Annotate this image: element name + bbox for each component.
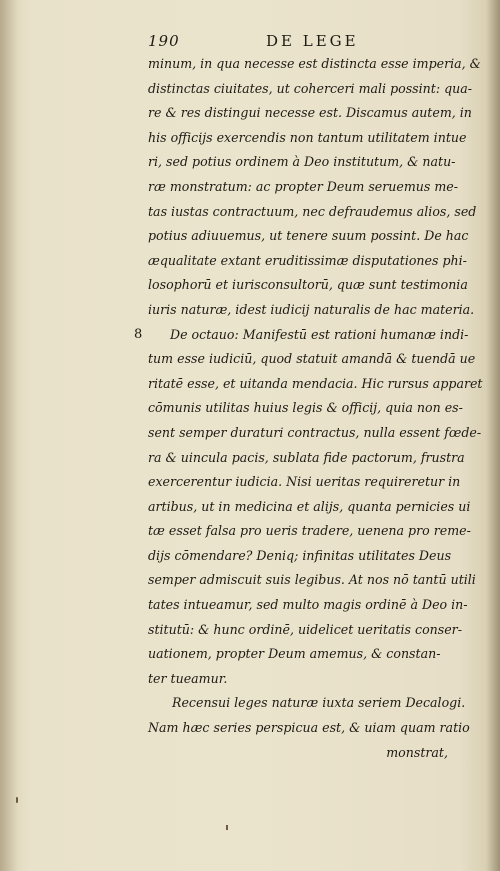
catchword-line: monstrat, [386,744,448,760]
text-line: tum esse iudiciū, quod statuit amandā & tuendā ue [148,351,476,367]
paragraph-marker: 8 [134,326,143,342]
text-line: ræ monstratum: ac propter Deum seruemus me- [148,178,459,194]
text-line: ritatē esse, et uitanda mendacia. Hic rursus apparet [148,375,483,391]
text-line: re & res distingui necesse est. Discamus autem, in [148,105,472,121]
text-line: uationem, propter Deum amemus, & constan- [148,646,441,662]
page-number: 190 [148,32,180,50]
text-line-content: De octauo: Manifestū est rationi humanæ indi- [170,326,469,342]
text-line: semper admiscuit suis legibus. At nos nō tantū utili [148,572,476,588]
text-line: æqualitate extant eruditissimæ disputationes phi- [148,252,467,268]
text-block [134,28,488,765]
text-line: sent semper duraturi contractus, nulla essent fœde- [148,424,482,440]
gutter-shadow [0,0,18,871]
text-line: dijs cōmendare? Deniq; infinitas utilitates Deus [148,547,452,563]
text-line: distinctas ciuitates, ut coherceri mali possint: qua- [148,80,473,96]
text-line: potius adiuuemus, ut tenere suum possint. De hac [148,228,469,244]
running-head [148,28,488,52]
text-line: iuris naturæ, idest iudicij naturalis de hac materia. [148,301,475,317]
text-line: tas iustas contractuum, nec defraudemus alios, sed [148,203,477,219]
text-line: artibus, ut in medicina et alijs, quanta pernicies ui [148,498,471,514]
running-title: DE LEGE [266,32,359,50]
text-line: ra & uincula pacis, sublata fide pactorum, frustra [148,449,465,465]
text-line: stitutū: & hunc ordinē, uidelicet ueritatis conser- [148,621,462,637]
page-edge-shadow [486,0,500,871]
text-line: exercerentur iudicia. Nisi ueritas requireretur in [148,474,461,490]
text-line: ter tueamur. [148,670,228,686]
text-line: his officijs exercendis non tantum utilitatem intue [148,129,467,145]
text-line: tates intueamur, sed multo magis ordinē à Deo in- [148,597,468,613]
text-line: minum, in qua necesse est distincta esse imperia, & [148,56,481,71]
text-line-paragraph-start [134,323,488,348]
text-line-paragraph-start: Recensui leges naturæ iuxta seriem Decalogi. [172,695,466,711]
text-line: tæ esset falsa pro ueris tradere, uenena pro reme- [148,523,471,539]
paper-speck [226,825,228,830]
text-line: ri, sed potius ordinem à Deo institutum, & natu- [148,154,456,170]
text-line: Nam hæc series perspicua est, & uiam quam ratio [148,720,470,736]
paper-speck [16,797,18,803]
text-line: losophorū et iurisconsultorū, quæ sunt testimonia [148,277,468,293]
text-line: cōmunis utilitas huius legis & officij, quia non es- [148,400,463,416]
